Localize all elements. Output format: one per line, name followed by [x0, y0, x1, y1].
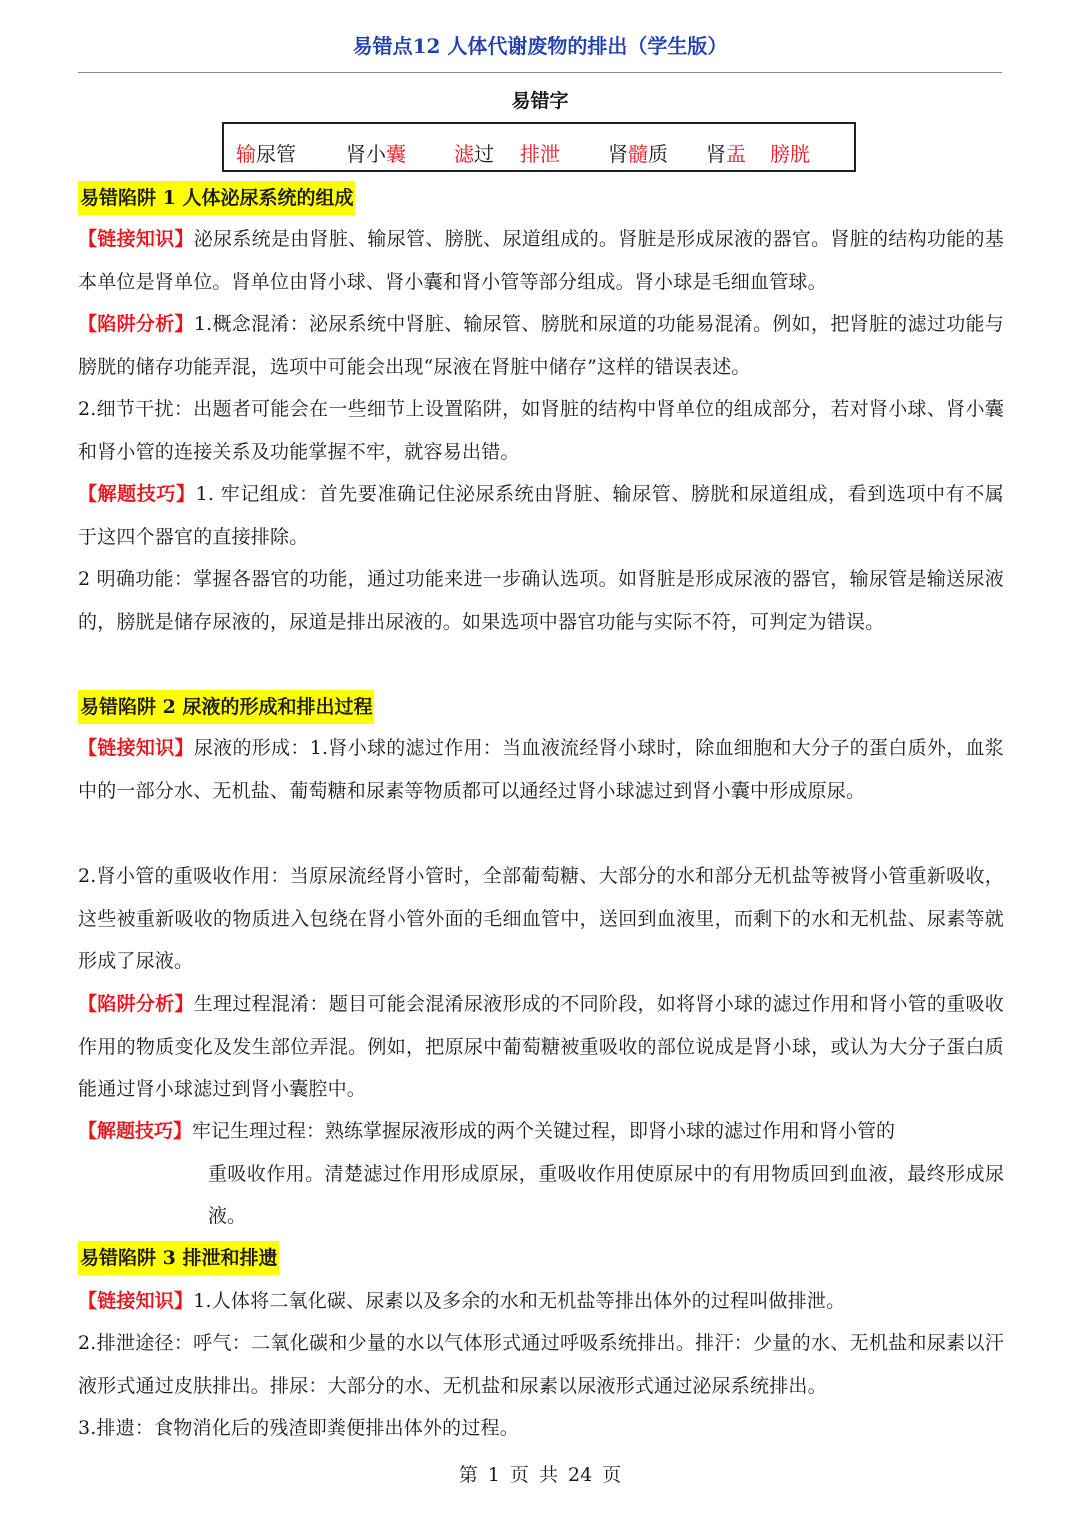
trap2-trap-analysis: 【陷阱分析】生理过程混淆：题目可能会混淆尿液形成的不同阶段，如将肾小球的滤过作用和肾小管的重吸收作用的物质变化及发生部位弄混。例如，把原尿中葡萄糖被重吸收的部位说成是肾小球，或认为大分子蛋白质能通过肾小球滤过到肾小囊腔中。	[78, 993, 1004, 1100]
trap2-solving-skill: 【解题技巧】牢记生理过程：熟练掌握尿液形成的两个关键过程，即肾小球的滤过作用和肾小管的 重吸收作用。清楚滤过作用形成原尿，重吸收作用使原尿中的有用物质回到血液，最终形成尿液。	[78, 1120, 1004, 1227]
trap2-link-item-2: 2.肾小管的重吸收作用：当原尿流经肾小管时，全部葡萄糖、大部分的水和部分无机盐等被肾小管重新吸收，这些被重新吸收的物质进入包绕在肾小管外面的毛细血管中，送回到血液里，而剩下的水和无机盐、尿素等就形成了尿液。	[78, 865, 1004, 972]
trap1-solving-skill: 【解题技巧】1. 牢记组成：首先要准确记住泌尿系统由肾脏、输尿管、膀胱和尿道组成，看到选项中有不属于这四个器官的直接排除。	[78, 483, 1004, 548]
wrong-chars-heading: 易错字	[511, 90, 569, 112]
wrong-word: 滤过	[454, 142, 494, 166]
wrong-word: 肾髓质	[608, 142, 668, 166]
trap3-heading: 易错陷阱 3 排泄和排遗	[78, 1241, 279, 1275]
trap2-heading: 易错陷阱 2 尿液的形成和排出过程	[78, 690, 374, 724]
trap1-trap-analysis: 【陷阱分析】1.概念混淆：泌尿系统中肾脏、输尿管、膀胱和尿道的功能易混淆。例如，把肾脏的滤过功能与膀胱的储存功能弄混，选项中可能会出现“尿液在肾脏中储存”这样的错误表述。	[78, 313, 1005, 378]
trap3-link-knowledge: 【链接知识】1.人体将二氧化碳、尿素以及多余的水和无机盐等排出体外的过程叫做排泄。	[78, 1290, 846, 1312]
trap3-link-item-2: 2.排泄途径：呼气：二氧化碳和少量的水以气体形式通过呼吸系统排出。排汗：少量的水、无机盐和尿素以汗液形式通过皮肤排出。排尿：大部分的水、无机盐和尿素以尿液形式通过泌尿系统排出。	[78, 1332, 1004, 1397]
trap3-link-item-3: 3.排遗：食物消化后的残渣即粪便排出体外的过程。	[78, 1417, 519, 1439]
wrong-word: 膀胱	[770, 142, 810, 166]
wrong-word: 输尿管	[236, 142, 296, 166]
page-number: 第 1 页 共 24 页	[458, 1464, 622, 1486]
trap1-analysis-item-2: 2.细节干扰：出题者可能会在一些细节上设置陷阱，如肾脏的结构中肾单位的组成部分，若对肾小球、肾小囊和肾小管的连接关系及功能掌握不牢，就容易出错。	[78, 398, 1004, 463]
trap1-link-knowledge: 【链接知识】泌尿系统是由肾脏、输尿管、膀胱、尿道组成的。肾脏是形成尿液的器官。肾脏的结构功能的基本单位是肾单位。肾单位由肾小球、肾小囊和肾小管等部分组成。肾小球是毛细血管球。	[78, 228, 1004, 293]
title-divider	[78, 72, 1002, 73]
wrong-word: 肾小囊	[346, 142, 406, 166]
trap2-link-knowledge: 【链接知识】尿液的形成：1.肾小球的滤过作用：当血液流经肾小球时，除血细胞和大分子的蛋白质外，血浆中的一部分水、无机盐、葡萄糖和尿素等物质都可以通经过肾小球滤过到肾小囊中形成原尿。	[78, 737, 1005, 802]
wrong-word: 排泄	[520, 142, 560, 166]
trap1-heading: 易错陷阱 1 人体泌尿系统的组成	[78, 181, 355, 215]
page-title: 易错点12 人体代谢废物的排出（学生版）	[352, 34, 728, 58]
wrong-chars-box	[222, 122, 856, 172]
trap1-skill-item-2: 2 明确功能：掌握各器官的功能，通过功能来进一步确认选项。如肾脏是形成尿液的器官，输尿管是输送尿液的，膀胱是储存尿液的，尿道是排出尿液的。如果选项中器官功能与实际不符，可判定为错误。	[78, 568, 1004, 633]
wrong-word: 肾盂	[706, 142, 746, 166]
